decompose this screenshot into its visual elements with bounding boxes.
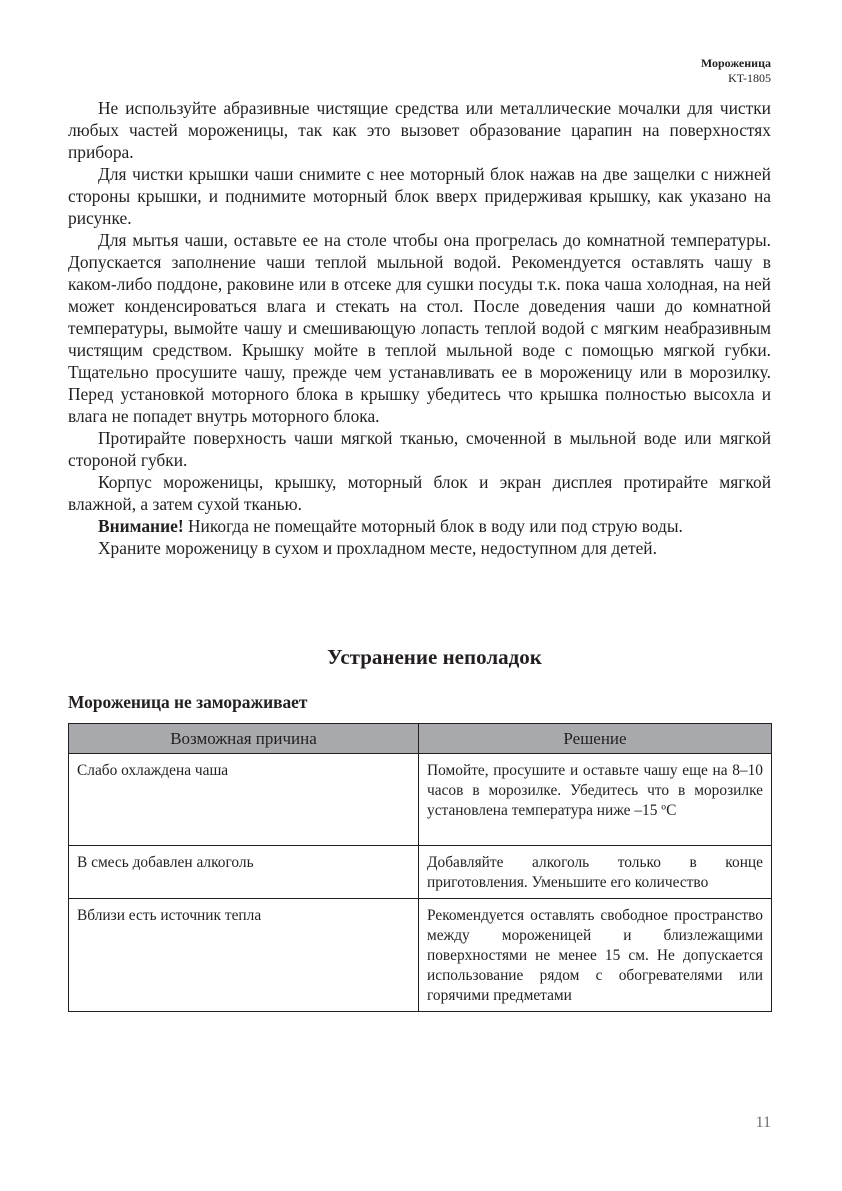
paragraph: Для чистки крышки чаши снимите с нее моторный блок нажав на две защелки с нижней стороны крышки, и поднимите моторный блок вверх придерживая крышку, как указано на рисунке. (68, 164, 771, 228)
paragraph: Не используйте абразивные чистящие средства или металлические мочалки для чистки любых частей мороженицы, так как это вызовет образование царапин на поверхностях прибора. (68, 98, 771, 162)
warning-paragraph (68, 515, 771, 537)
model-number: KT-1805 (728, 71, 771, 85)
table-row (69, 846, 772, 899)
cause-cell: Вблизи есть источник тепла (69, 899, 419, 1012)
page-header (701, 56, 771, 86)
paragraph: Протирайте поверхность чаши мягкой тканью, смоченной в мыльной воде или мягкой стороной губки. (68, 428, 771, 470)
subsection-title: Мороженица не замораживает (68, 692, 308, 712)
column-header-solution: Решение (419, 724, 772, 754)
storage-note: Храните мороженицу в сухом и прохладном месте, недоступном для детей. (98, 538, 657, 558)
paragraph: Корпус мороженицы, крышку, моторный блок и экран дисплея протирайте мягкой влажной, а затем сухой тканью. (68, 472, 771, 514)
section-title: Устранение неполадок (327, 645, 542, 669)
solution-cell: Рекомендуется оставлять свободное пространство между мороженицей и близлежащими поверхностями не менее 15 см. Не допускается использование рядом с обогревателями или горячими предметами (419, 899, 772, 1012)
cause-cell: Слабо охлаждена чаша (69, 754, 419, 846)
cause-cell: В смесь добавлен алкоголь (69, 846, 419, 899)
table-header-row (69, 724, 772, 754)
product-name: Мороженица (700, 56, 771, 70)
troubleshooting-table (68, 723, 772, 1012)
warning-text: Никогда не помещайте моторный блок в воду или под струю воды. (183, 516, 683, 536)
paragraph: Для мытья чаши, оставьте ее на столе чтобы она прогрелась до комнатной температуры. Допускается заполнение чаши теплой мыльной водой. Рекомендуется оставлять чашу в каком-либо поддоне, раковине или в отсеке для сушки посуды т.к. пока чаша холодная, на ней может конденсироваться влага и стекать на стол. После доведения чаши до комнатной температуры, вымойте чашу и смешивающую лопасть теплой водой с мягким неабразивным чистящим средством. Крышку мойте в теплой мыльной воде с помощью мягкой губки. Тщательно просушите чашу, прежде чем устанавливать ее в мороженицу или в морозилку. Перед установкой моторного блока в крышку убедитесь что крышка полностью высохла и влага не попадет внутрь моторного блока. (68, 230, 771, 426)
page-number: 11 (755, 1114, 771, 1131)
table-row (69, 754, 772, 846)
solution-cell: Добавляйте алкоголь только в конце приготовления. Уменьшите его количество (419, 846, 772, 899)
cleaning-instructions (68, 97, 771, 559)
solution-cell: Помойте, просушите и оставьте чашу еще на 8–10 часов в морозилке. Убедитесь что в морозилке установлена температура ниже –15 ºС (419, 754, 772, 846)
warning-label: Внимание! (98, 516, 184, 536)
table-row (69, 899, 772, 1012)
column-header-cause: Возможная причина (69, 724, 419, 754)
